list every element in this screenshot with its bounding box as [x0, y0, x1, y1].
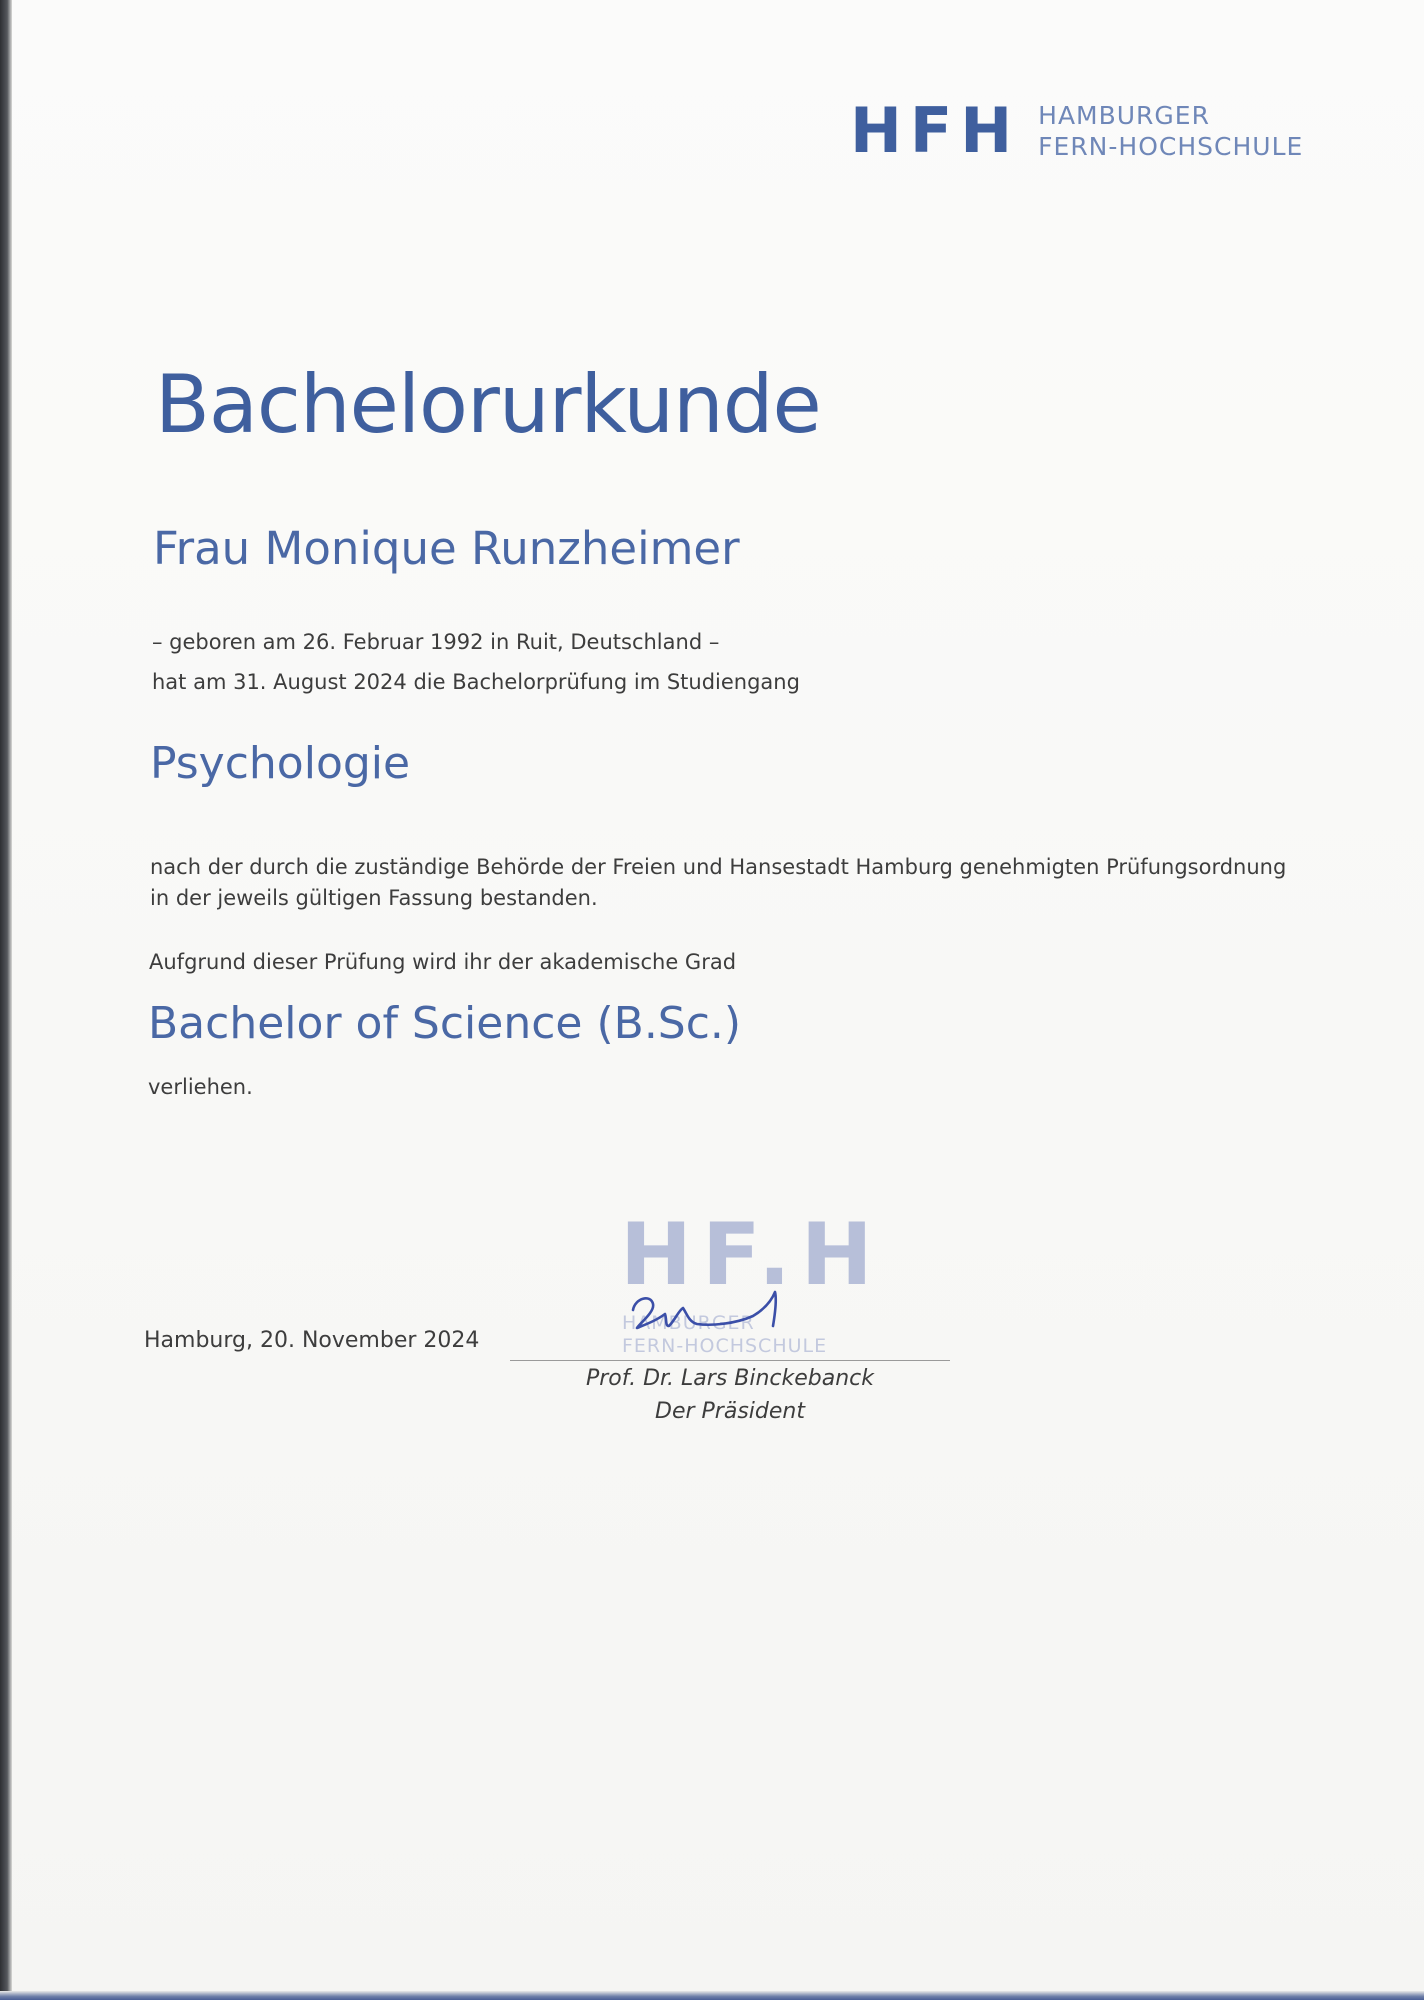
seal-line-1: HAMBURGER	[622, 1312, 755, 1334]
regulation-line-2: in der jeweils gültigen Fassung bestanden.	[150, 886, 598, 910]
study-subject: Psychologie	[150, 738, 411, 789]
logo-wordmark	[1038, 100, 1303, 162]
logo-line-1: HAMBURGER	[1038, 101, 1210, 130]
regulation-paragraph	[150, 852, 1286, 914]
academic-degree: Bachelor of Science (B.Sc.)	[148, 998, 742, 1049]
page-left-edge	[0, 0, 12, 2000]
handwritten-signature	[625, 1280, 825, 1350]
seal-mark: HF.H	[620, 1205, 883, 1305]
recipient-name: Frau Monique Runzheimer	[153, 522, 740, 575]
seal-line-2: FERN-HOCHSCHULE	[622, 1335, 828, 1357]
certificate-title: Bachelorurkunde	[155, 358, 821, 451]
logo-mark: HFH	[850, 94, 1021, 167]
exam-line: hat am 31. August 2024 die Bachelorprüfung im Studiengang	[152, 670, 800, 694]
signature-line	[510, 1360, 950, 1361]
signer-name: Prof. Dr. Lars Binckebanck	[585, 1366, 875, 1391]
grant-line: Aufgrund dieser Prüfung wird ihr der akademische Grad	[149, 950, 737, 974]
hfh-logo	[850, 94, 1304, 167]
page-bottom-edge	[0, 1991, 1424, 2000]
awarded-line: verliehen.	[148, 1075, 253, 1099]
place-and-date: Hamburg, 20. November 2024	[144, 1328, 480, 1353]
regulation-line-1: nach der durch die zuständige Behörde der Freien und Hansestadt Hamburg genehmigten Prüfungsordnung	[150, 855, 1287, 879]
signer-block	[510, 1362, 950, 1428]
logo-line-2: FERN-HOCHSCHULE	[1038, 132, 1304, 161]
signer-title: Der Präsident	[655, 1399, 805, 1424]
birth-line: – geboren am 26. Februar 1992 in Ruit, Deutschland –	[152, 630, 720, 654]
